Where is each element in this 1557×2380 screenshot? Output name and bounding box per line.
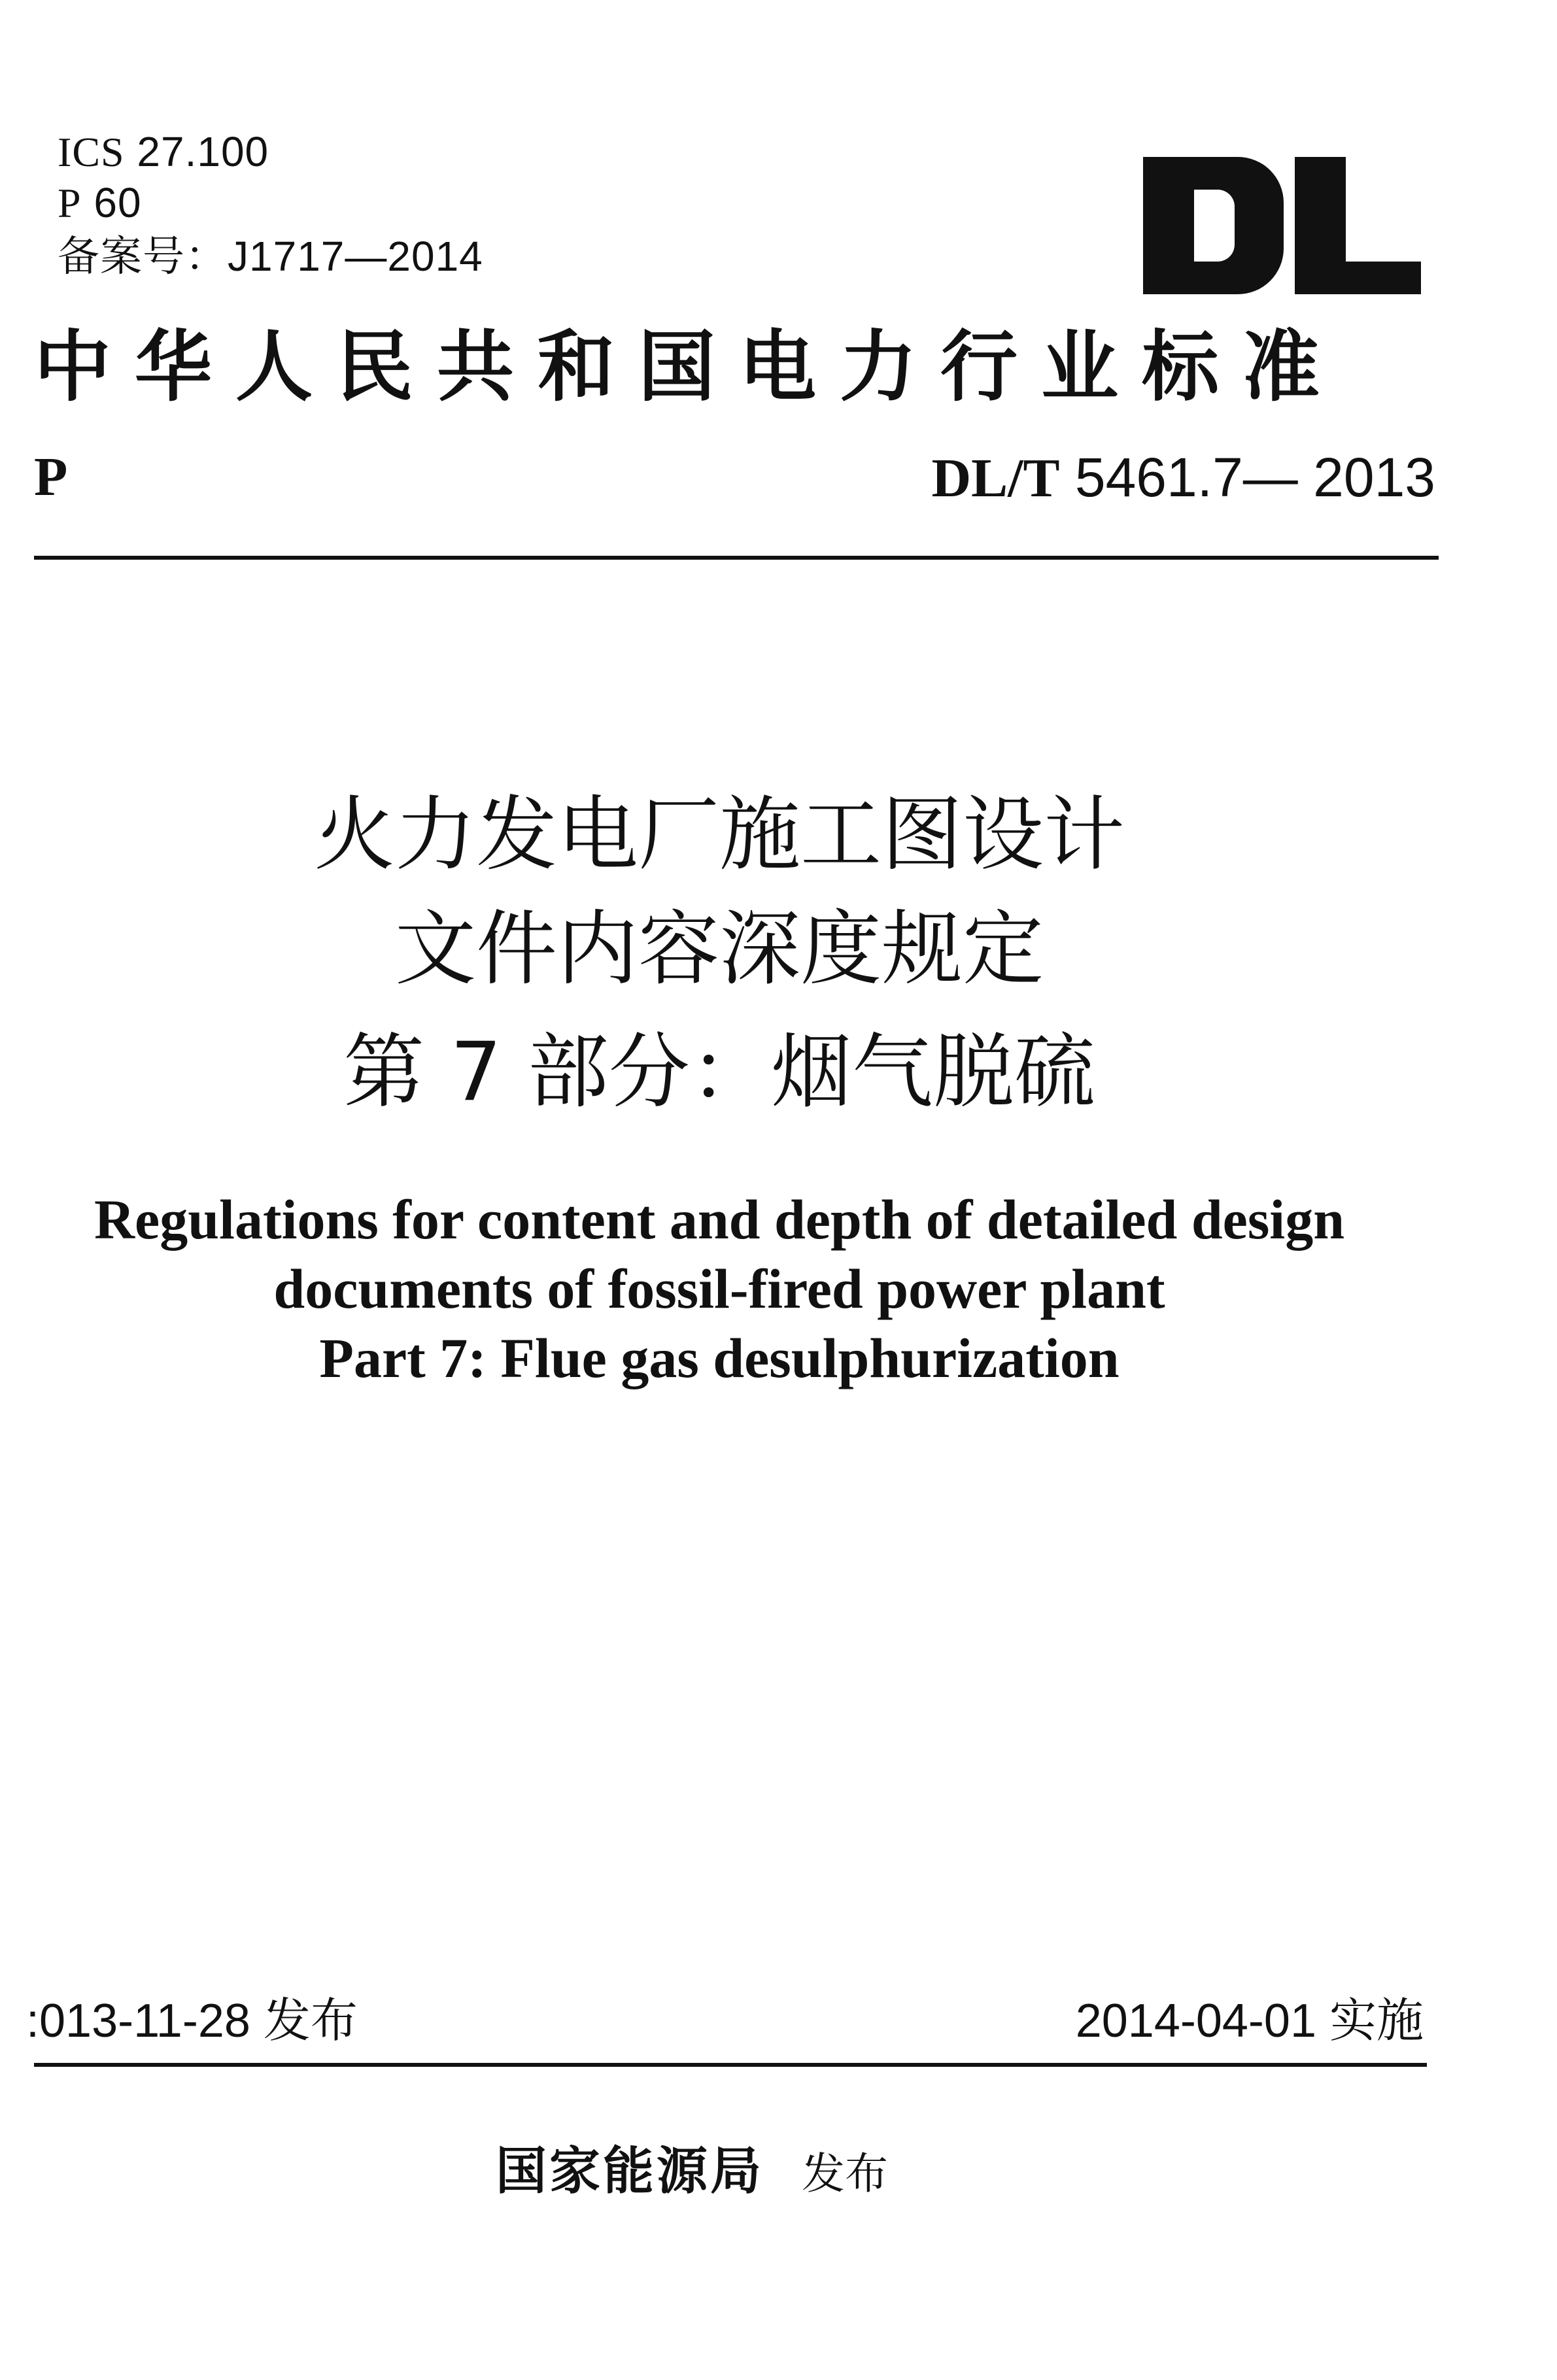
chinese-title-line-2: 文件内容深度规定 [394, 902, 1044, 996]
dl-logo [1143, 157, 1421, 294]
issue-date: :013-11-28 发布 [26, 1995, 358, 2047]
issuer [496, 2141, 889, 2201]
english-title-line-2: documents of fossil-fired power plant [273, 1257, 1165, 1320]
ics-value: 27.100 [137, 128, 269, 175]
classification-code [58, 179, 142, 226]
standard-number-prefix: DL/T [931, 448, 1060, 509]
chinese-title-line-1: 火力发电厂施工图设计 [313, 788, 1125, 882]
header-divider [34, 556, 1439, 560]
filing-number [58, 233, 483, 280]
issuer-organization: 国家能源局 [496, 2141, 764, 2201]
english-title-line-3: Part 7: Flue gas desulphurization [319, 1327, 1120, 1389]
classification-value: 60 [94, 179, 142, 226]
issuer-action: 发布 [802, 2149, 889, 2199]
category-code: P [34, 447, 68, 507]
implementation-date: 2014-04-01 实施 [1075, 1995, 1424, 2047]
ics-code [58, 128, 269, 175]
standard-number-value: 5461.7— 2013 [1059, 447, 1435, 508]
ics-label: ICS [58, 129, 125, 175]
classification-label: P [58, 180, 82, 226]
filing-value: J1717—2014 [228, 233, 483, 280]
standard-number [931, 447, 1435, 509]
industry-standard-title: 中华人民共和国电力行业标准 [34, 321, 1344, 412]
footer-divider [34, 2063, 1427, 2067]
filing-label: 备案号： [58, 233, 228, 280]
chinese-title-line-3: 第 7 部分：烟气脱硫 [343, 1025, 1095, 1119]
english-title-line-1: Regulations for content and depth of detailed design [94, 1188, 1345, 1251]
